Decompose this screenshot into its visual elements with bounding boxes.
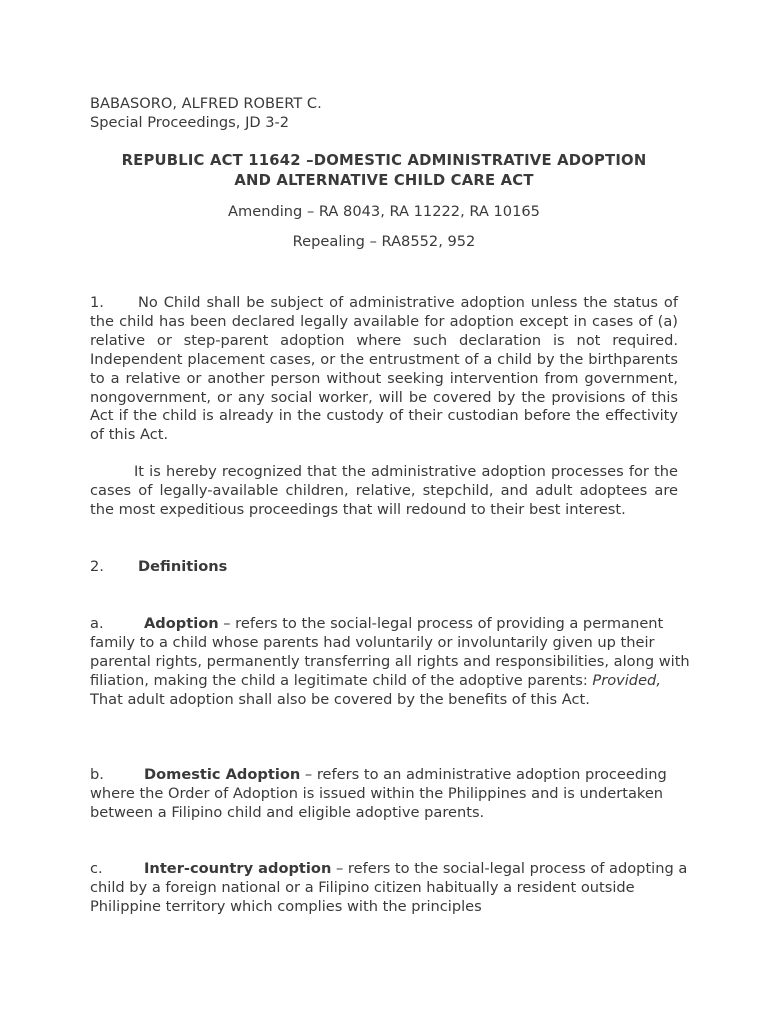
section-1-number: 1. [90, 294, 104, 311]
definition-c-letter: c. [90, 860, 103, 877]
document-title-line1: REPUBLIC ACT 11642 –DOMESTIC ADMINISTRATIVE ADOPTION [121, 152, 647, 169]
section-1-text: No Child shall be subject of administrative adoption unless the status of the child has been declared legally available for adoption except in cases of (a) relative or step-parent adoption where such declaration is not required. Independent placement cases, or the entrustment of a child by the birthparents to a relative or another person without seeking intervention from government, nongovernment, or any social worker, will be covered by the provisions of this Act if the child is already in the custody of their custodian before the effectivity of this Act. [90, 294, 678, 444]
definition-a-text: – refers to the social-legal process of providing a permanent family to a child whose parents had voluntarily or involuntarily given up their parental rights, permanently transferring all rights and responsibilities, along with filiation, making the child a legitimate child of the adoptive parents: [90, 615, 690, 689]
document-title-line2: AND ALTERNATIVE CHILD CARE ACT [234, 172, 534, 189]
definition-b [90, 765, 690, 822]
course-info: Special Proceedings, JD 3-2 [90, 114, 290, 131]
definition-a-italic: Provided, [592, 672, 661, 689]
definition-a-letter: a. [90, 615, 104, 632]
definition-b-term: Domestic Adoption [144, 766, 301, 783]
definition-b-letter: b. [90, 766, 104, 783]
section-2-title: Definitions [138, 558, 228, 575]
definition-b-text: – refers to an administrative adoption proceeding where the Order of Adoption is issued within the Philippines and is undertaken between a Filipino child and eligible adoptive parents. [90, 766, 667, 821]
section-1-paragraph-2: It is hereby recognized that the administrative adoption processes for the cases of legally-available children, relative, stepchild, and adult adoptees are the most expeditious proceedings that will redound to their best interest. [90, 463, 678, 518]
repealing-line: Repealing – RA8552, 952 [292, 233, 476, 250]
section-2-heading [90, 557, 227, 576]
section-2-number: 2. [90, 558, 104, 575]
definition-c-term: Inter-country adoption [144, 860, 332, 877]
amending-line: Amending – RA 8043, RA 11222, RA 10165 [228, 203, 540, 220]
definition-a [90, 614, 690, 709]
definition-a-text-end: That adult adoption shall also be covered by the benefits of this Act. [90, 691, 590, 708]
definition-a-term: Adoption [144, 615, 219, 632]
section-1-paragraph [90, 294, 678, 445]
definition-c [90, 859, 690, 916]
definition-c-text: – refers to the social-legal process of adopting a child by a foreign national or a Filipino citizen habitually a resident outside Philippine territory which complies with the principles [90, 860, 688, 915]
author-name: BABASORO, ALFRED ROBERT C. [90, 95, 322, 112]
